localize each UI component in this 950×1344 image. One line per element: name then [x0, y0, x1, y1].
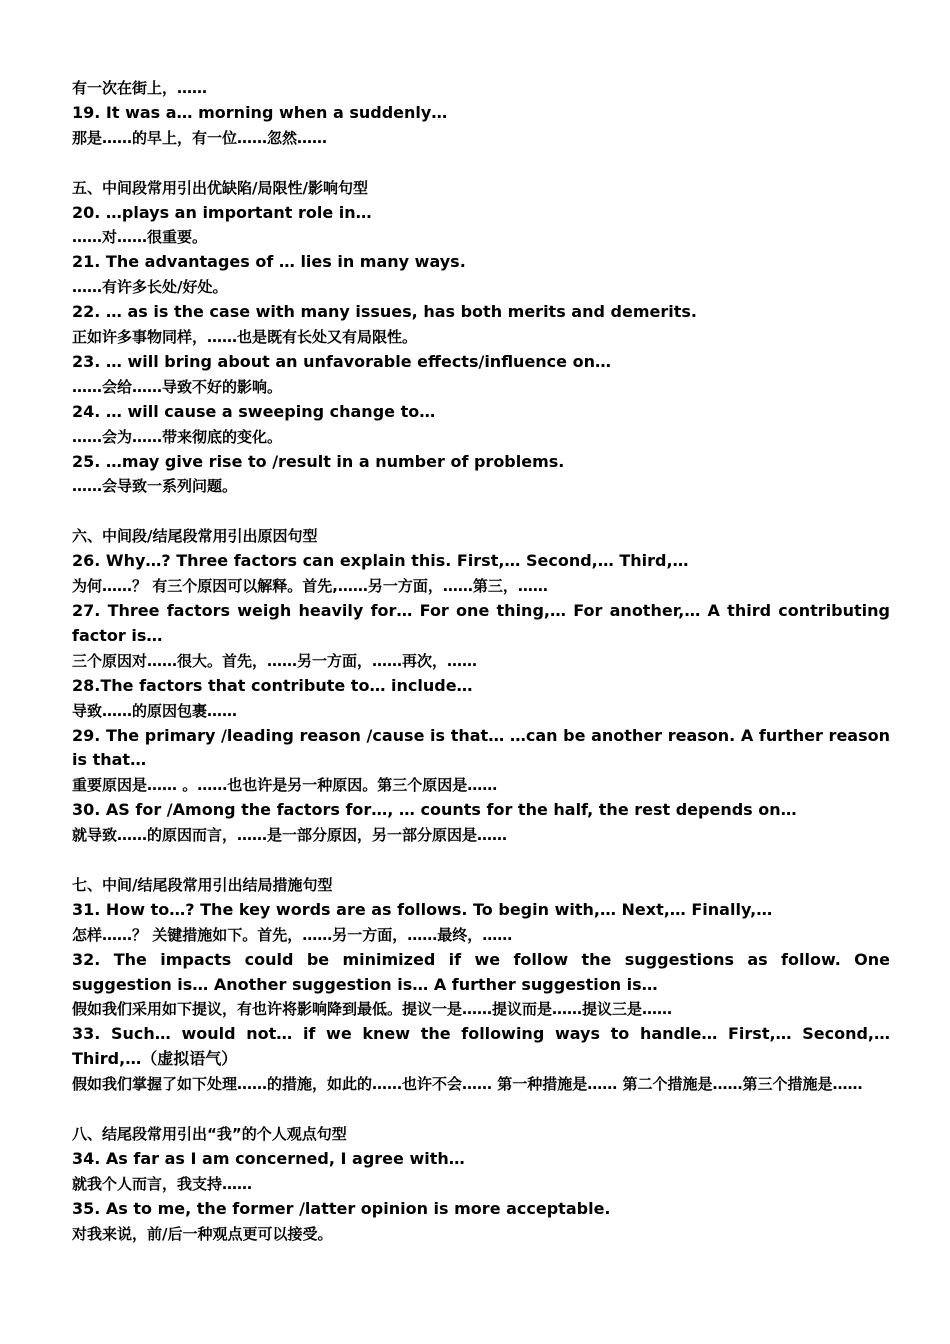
chinese-text-line: 八、结尾段常用引出“我”的个人观点句型 [72, 1125, 347, 1143]
chinese-text-line: ……会给……导致不好的影响。 [72, 377, 283, 396]
english-sentence-line: 28.The factors that contribute to… include… [72, 675, 473, 695]
chinese-text-line: 为何……？ 有三个原因可以解释。首先,……另一方面，……第三，…… [72, 577, 548, 596]
english-sentence-line: 35. As to me, the former /latter opinion is more acceptable. [72, 1198, 611, 1218]
chinese-text-line: ……会为……带来彻底的变化。 [72, 427, 283, 446]
english-sentence-line: 32. The impacts could be minimized if we follow the suggestions as follow. One suggestion is… Another suggestion is… A further suggestion is… [72, 949, 890, 994]
chinese-text-line: 那是……的早上，有一位……忽然…… [72, 128, 328, 147]
english-sentence-line: 20. …plays an important role in… [72, 202, 372, 222]
english-sentence-line: 25. …may give rise to /result in a number of problems. [72, 451, 565, 471]
blank-line [72, 499, 890, 524]
chinese-text-line: 对我来说，前/后一种观点更可以接受。 [72, 1224, 333, 1243]
blank-line [72, 848, 890, 873]
english-sentence-line: 24. … will cause a sweeping change to… [72, 401, 436, 421]
chinese-text-line: 假如我们掌握了如下处理……的措施，如此的……也许不会…… 第一种措施是…… 第二个措施是……第三个措施是…… [72, 1075, 863, 1094]
chinese-text-line: ……会导致一系列问题。 [72, 477, 238, 496]
chinese-text-line: 假如我们采用如下提议，有也许将影响降到最低。提议一是……提议而是……提议三是…… [72, 1000, 673, 1019]
english-sentence-line: 21. The advantages of … lies in many ways. [72, 252, 466, 272]
chinese-text-line: 导致……的原因包裹…… [72, 701, 238, 720]
chinese-text-line: 正如许多事物同样，……也是既有长处又有局限性。 [72, 328, 418, 347]
chinese-text-line: 六、中间段/结尾段常用引出原因句型 [72, 527, 318, 546]
chinese-text-line: 就导致……的原因而言，……是一部分原因，另一部分原因是…… [72, 826, 508, 845]
english-sentence-line: 34. As far as I am concerned, I agree with… [72, 1148, 465, 1168]
english-sentence-line: 22. … as is the case with many issues, has both merits and demerits. [72, 302, 697, 322]
english-sentence-line: 33. Such… would not… if we knew the following ways to handle… First,… Second,… Third,…（虚拟语气） [72, 1024, 890, 1069]
chinese-text-line: 就我个人而言，我支持…… [72, 1174, 253, 1193]
chinese-text-line: 重要原因是…… 。……也也许是另一种原因。第三个原因是…… [72, 776, 498, 795]
english-sentence-line: 26. Why…? Three factors can explain this. First,… Second,… Third,… [72, 551, 689, 571]
blank-line [72, 1097, 890, 1122]
english-sentence-line: 27. Three factors weigh heavily for… For one thing,… For another,… A third contributing factor is… [72, 601, 890, 645]
chinese-text-line: 五、中间段常用引出优缺陷/局限性/影响句型 [72, 178, 368, 197]
chinese-text-line: ……有许多长处/好处。 [72, 278, 228, 297]
chinese-text-line: 七、中间/结尾段常用引出结局措施句型 [72, 875, 333, 894]
document-body [72, 76, 890, 1247]
english-sentence-line: 23. … will bring about an unfavorable effects/influence on… [72, 351, 611, 371]
english-sentence-line: 19. It was a… morning when a suddenly… [72, 102, 448, 122]
chinese-text-line: ……对……很重要。 [72, 228, 208, 247]
chinese-text-line: 有一次在街上，…… [72, 79, 208, 97]
blank-line [72, 151, 890, 176]
english-sentence-line: 29. The primary /leading reason /cause is that… …can be another reason. A further reason is that… [72, 725, 890, 770]
english-sentence-line: 30. AS for /Among the factors for…, … counts for the half, the rest depends on… [72, 800, 797, 820]
chinese-text-line: 怎样……？ 关键措施如下。首先，……另一方面，……最终，…… [72, 925, 513, 944]
chinese-text-line: 三个原因对……很大。首先，……另一方面，……再次，…… [72, 651, 478, 670]
english-sentence-line: 31. How to…? The key words are as follows. To begin with,… Next,… Finally,… [72, 899, 773, 919]
